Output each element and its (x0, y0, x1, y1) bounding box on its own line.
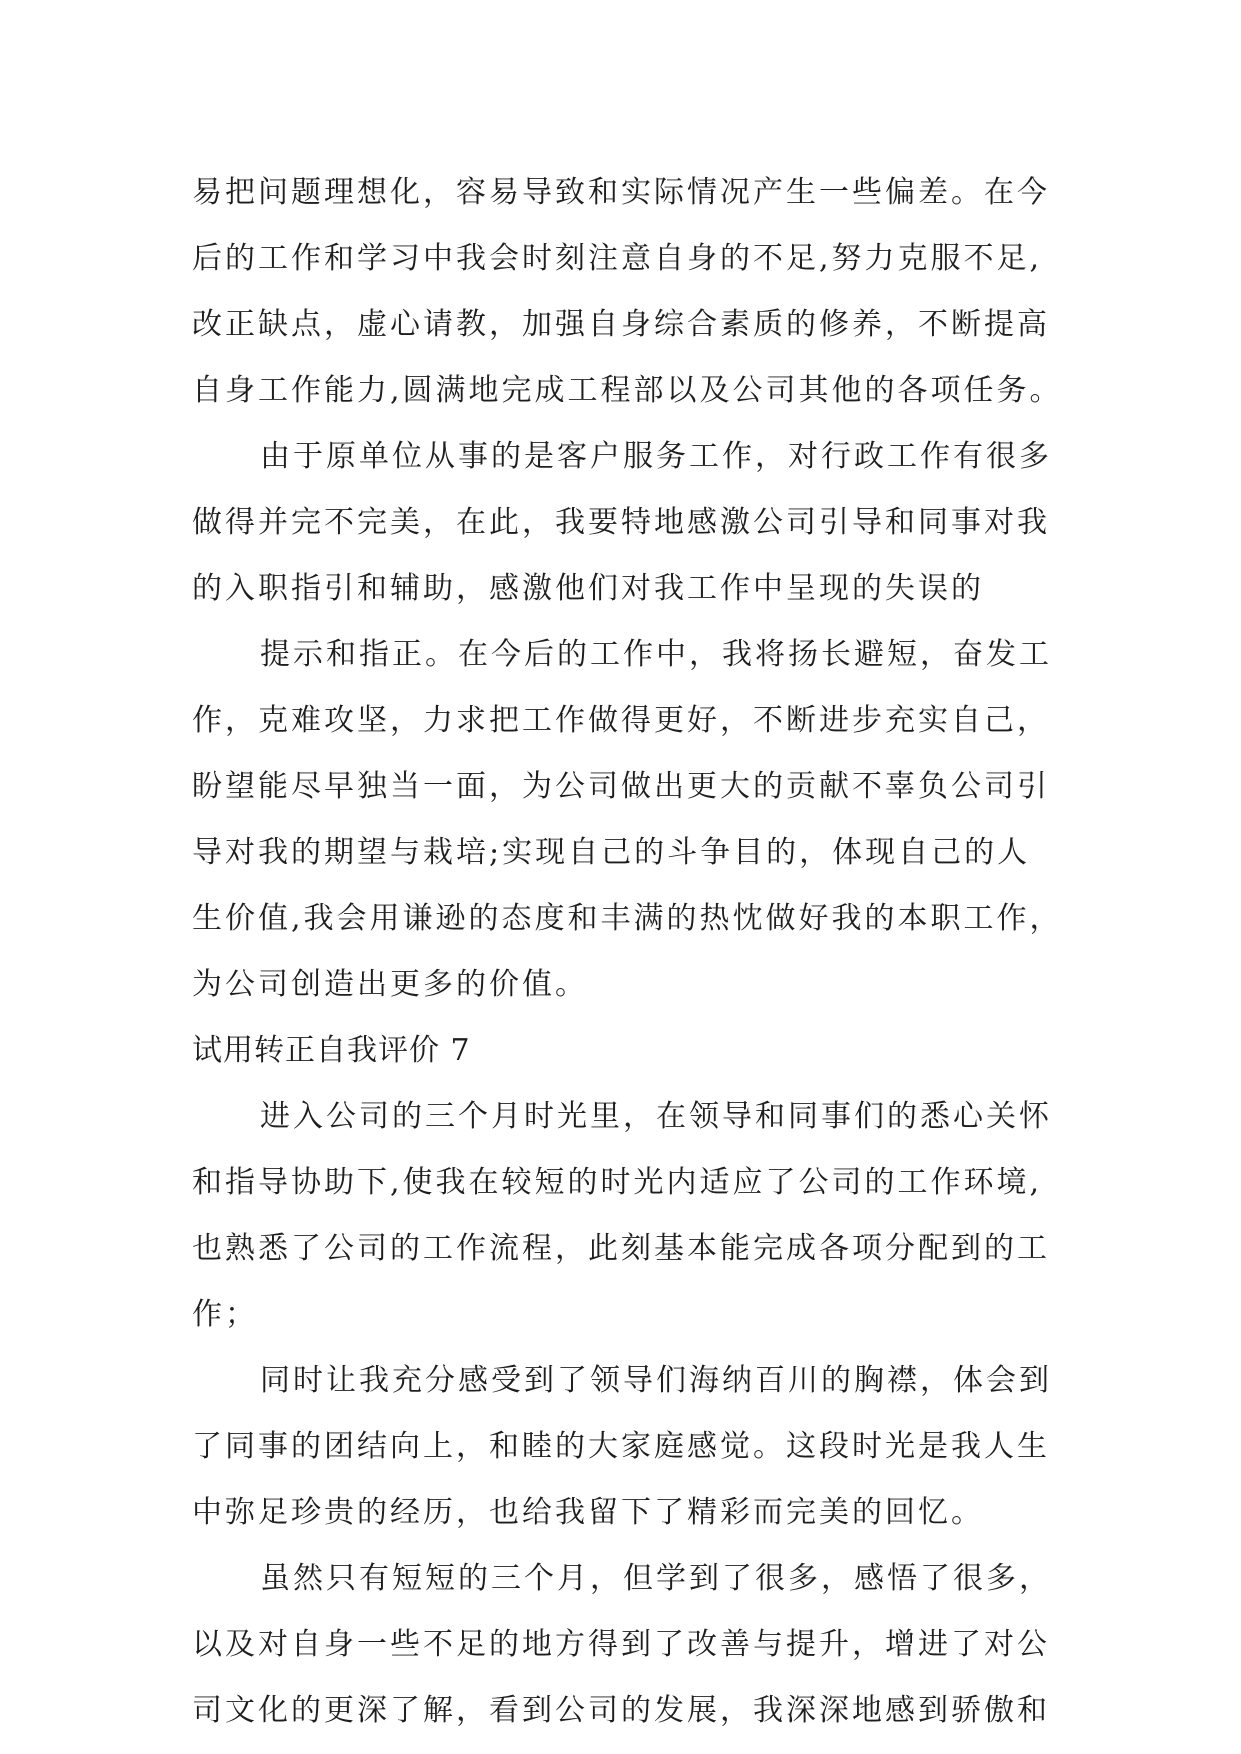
text-line: 导对我的期望与栽培;实现自己的斗争目的，体现自己的人 (192, 835, 1031, 870)
text-line: 的入职指引和辅助，感激他们对我工作中呈现的失误的 (192, 571, 984, 606)
text-line: 改正缺点，虚心请教，加强自身综合素质的修养，不断提高 (192, 307, 1050, 342)
text-line: 也熟悉了公司的工作流程，此刻基本能完成各项分配到的工 (192, 1231, 1050, 1266)
paragraph-first-line: 进入公司的三个月时光里，在领导和同事们的悉心关怀 (260, 1099, 1052, 1134)
paragraph-first-line: 提示和指正。在今后的工作中，我将扬长避短，奋发工 (260, 637, 1052, 672)
text-line: 自身工作能力,圆满地完成工程部以及公司其他的各项任务。 (192, 373, 1063, 408)
text-line: 以及对自身一些不足的地方得到了改善与提升，增进了对公 (192, 1627, 1050, 1662)
text-line: 盼望能尽早独当一面，为公司做出更大的贡献不辜负公司引 (192, 769, 1050, 804)
paragraph-first-line: 同时让我充分感受到了领导们海纳百川的胸襟，体会到 (260, 1363, 1052, 1398)
section-heading: 试用转正自我评价 7 (192, 1033, 471, 1068)
text-line: 做得并完不完美，在此，我要特地感激公司引导和同事对我 (192, 505, 1050, 540)
text-line: 作； (192, 1297, 258, 1332)
document-body (192, 160, 1092, 1744)
text-line: 和指导协助下,使我在较短的时光内适应了公司的工作环境, (192, 1165, 1043, 1200)
paragraph-first-line: 由于原单位从事的是客户服务工作，对行政工作有很多 (260, 439, 1052, 474)
text-line: 司文化的更深了解，看到公司的发展，我深深地感到骄傲和 (192, 1693, 1050, 1728)
text-line: 作，克难攻坚，力求把工作做得更好，不断进步充实自己， (192, 703, 1050, 738)
text-line: 易把问题理想化，容易导致和实际情况产生一些偏差。在今 (192, 175, 1050, 210)
text-line: 为公司创造出更多的价值。 (192, 967, 588, 1002)
text-line: 中弥足珍贵的经历，也给我留下了精彩而完美的回忆。 (192, 1495, 984, 1530)
text-line: 后的工作和学习中我会时刻注意自身的不足,努力克服不足, (192, 241, 1043, 276)
text-line: 了同事的团结向上，和睦的大家庭感觉。这段时光是我人生 (192, 1429, 1050, 1464)
text-line: 生价值,我会用谦逊的态度和丰满的热忱做好我的本职工作， (192, 901, 1063, 936)
paragraph-first-line: 虽然只有短短的三个月，但学到了很多，感悟了很多， (260, 1561, 1052, 1596)
